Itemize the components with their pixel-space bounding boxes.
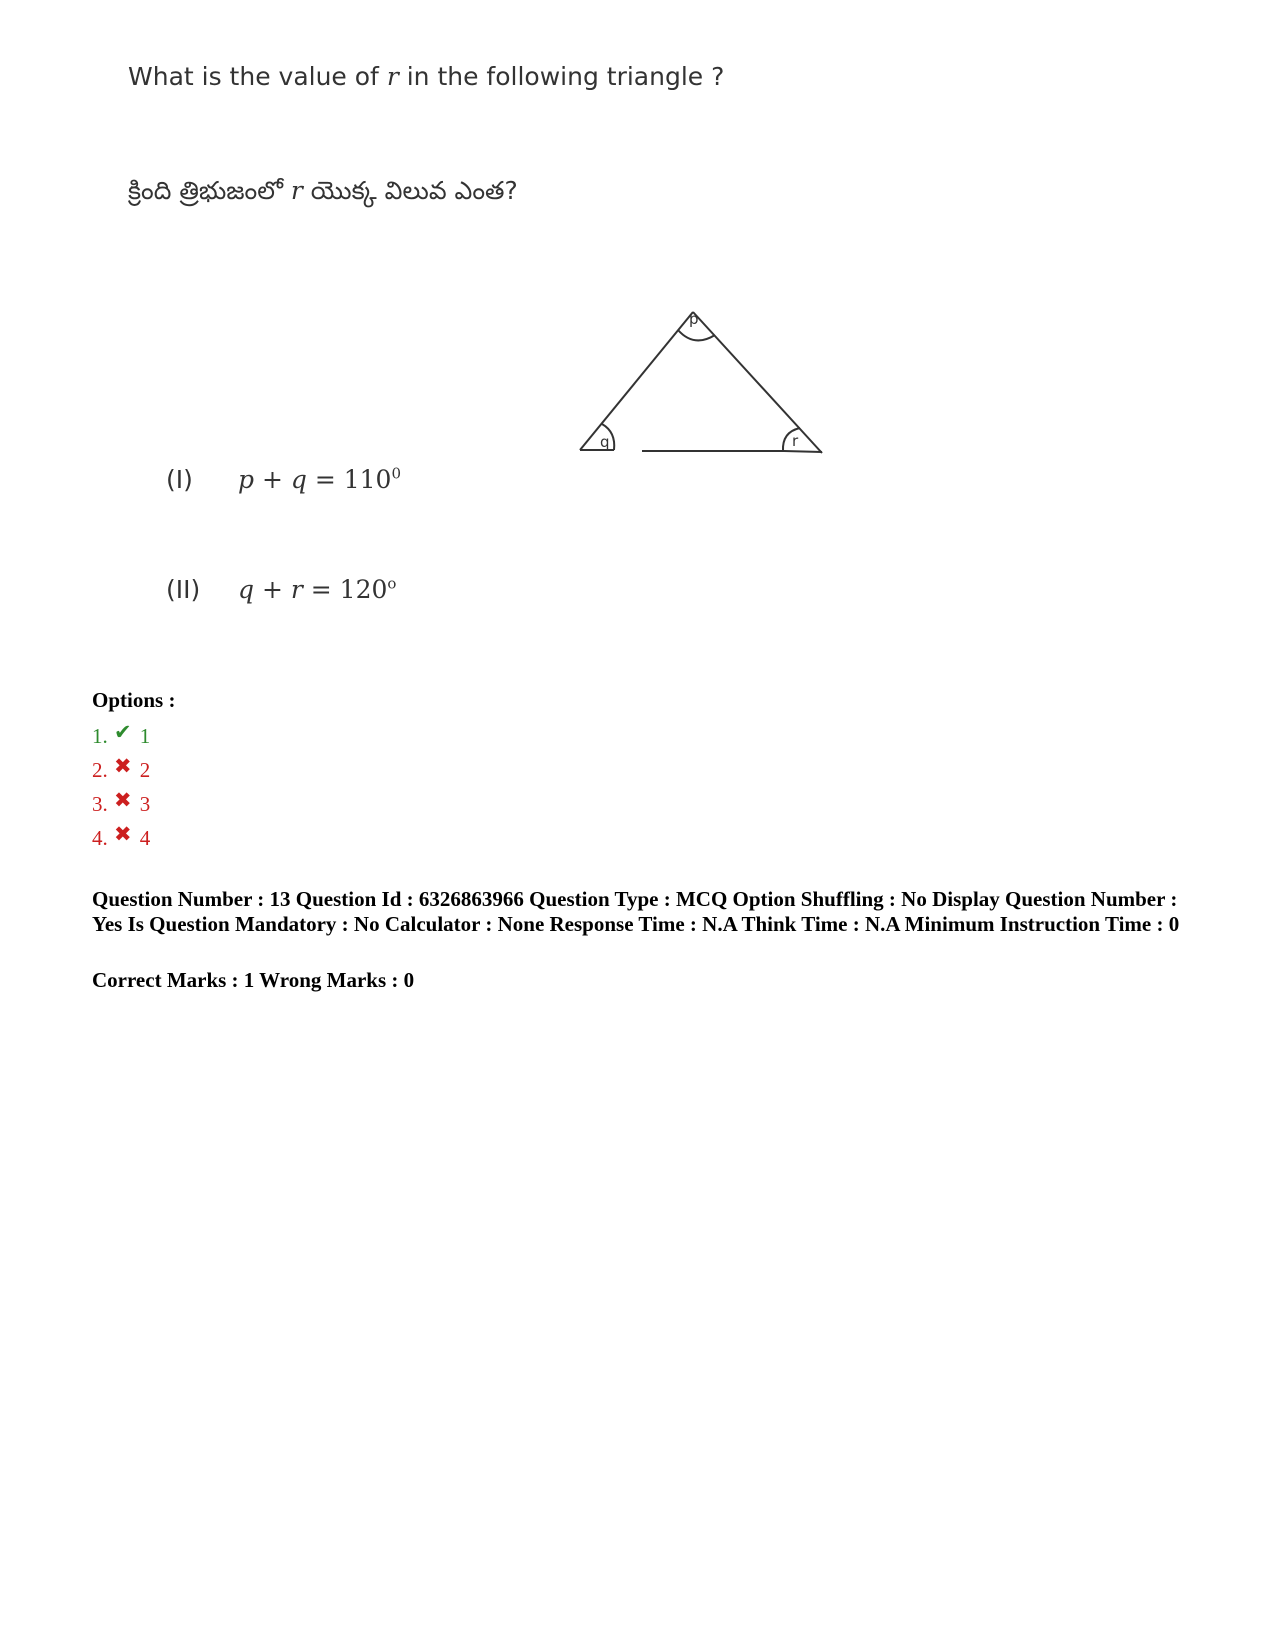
statement-equation: $q + r = 120^o$ xyxy=(238,575,397,605)
eq-term: r xyxy=(290,575,303,605)
option-label: 3 xyxy=(139,792,151,816)
option-2 xyxy=(92,754,150,783)
statement-2 xyxy=(166,575,396,605)
triangle-figure xyxy=(570,300,830,470)
eq-term: q xyxy=(238,575,255,605)
cross-icon: ✖ xyxy=(113,822,132,846)
option-number: 4. xyxy=(92,826,108,850)
eq-value: 120 xyxy=(339,575,388,605)
option-number: 1. xyxy=(92,724,108,748)
statement-number: (I) xyxy=(166,465,193,495)
angle-label-p: p xyxy=(689,310,699,328)
option-label: 2 xyxy=(139,758,151,782)
cross-icon: ✖ xyxy=(113,754,132,778)
triangle-side-left xyxy=(580,312,693,450)
option-label: 1 xyxy=(139,724,151,748)
question-text-part: What is the value of xyxy=(128,62,387,91)
option-number: 3. xyxy=(92,792,108,816)
options-heading: Options : xyxy=(92,688,176,712)
eq-operator: + xyxy=(261,465,283,495)
check-icon: ✔ xyxy=(113,720,132,744)
cross-icon: ✖ xyxy=(113,788,132,812)
variable-r: r xyxy=(386,62,399,91)
variable-r: r xyxy=(290,176,303,205)
eq-degree: o xyxy=(387,575,397,593)
option-1 xyxy=(92,720,150,749)
angle-arc-p xyxy=(678,330,715,340)
option-3 xyxy=(92,788,150,817)
question-text-part: క్రింది త్రిభుజంలో xyxy=(128,176,291,205)
question-text-part: యొక్క విలువ ఎంత? xyxy=(302,176,518,205)
statement-1 xyxy=(166,465,401,495)
statement-number: (II) xyxy=(166,575,201,605)
eq-operator: + xyxy=(261,575,283,605)
question-metadata: Question Number : 13 Question Id : 6326863966 Question Type : MCQ Option Shuffling : No Display Question Number : Yes Is Question Mandatory : No Calculator : None Response Time : N.A Think Time : N.A Minimum Instruction Time : 0 xyxy=(92,887,1180,936)
question-text-english xyxy=(128,62,724,91)
angle-label-q: q xyxy=(600,433,610,451)
triangle-base-right-stub xyxy=(784,451,822,452)
eq-term: q xyxy=(290,465,307,495)
option-number: 2. xyxy=(92,758,108,782)
marks-info: Correct Marks : 1 Wrong Marks : 0 xyxy=(92,968,415,992)
option-4 xyxy=(92,822,150,851)
eq-degree: 0 xyxy=(391,465,401,483)
statement-equation: $p + q = 110^0$ xyxy=(238,465,401,495)
question-text-part: in the following triangle ? xyxy=(398,62,725,91)
eq-value: 110 xyxy=(343,465,392,495)
eq-term: p xyxy=(238,465,255,495)
option-label: 4 xyxy=(139,826,151,850)
angle-label-r: r xyxy=(792,432,799,450)
question-text-telugu xyxy=(128,176,518,212)
triangle-side-right xyxy=(693,312,822,453)
